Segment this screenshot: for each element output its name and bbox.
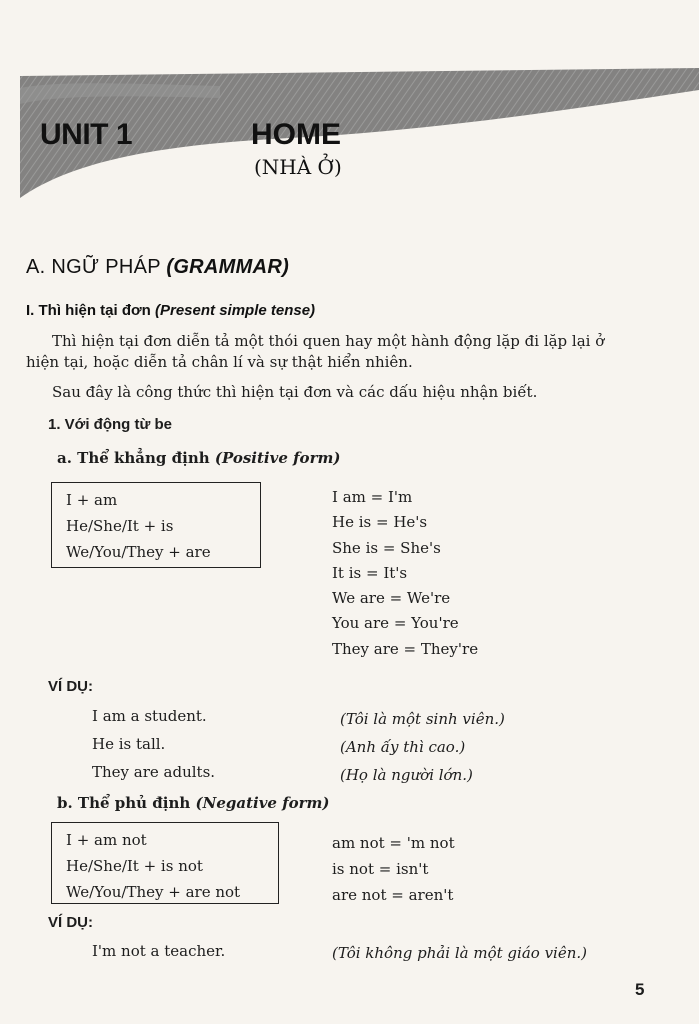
contraction-4: It is = It's [332, 563, 408, 582]
verb-be-heading [48, 416, 172, 433]
positive-formula-1: I + am [66, 491, 118, 509]
negative-heading-main: b. Thể phủ định [57, 794, 191, 812]
page-number: 5 [635, 980, 645, 999]
negative-formula-1: I + am not [66, 831, 147, 849]
intro-paragraph [26, 331, 686, 373]
negative-formula-2: He/She/It + is not [66, 857, 203, 875]
positive-example-2-en: He is tall. [92, 735, 166, 753]
unit-title: HOME [251, 118, 341, 151]
formula-intro-paragraph: Sau đây là công thức thì hiện tại đơn và các dấu hiệu nhận biết. [52, 383, 538, 401]
verb-be-heading-text: 1. Với động từ be [48, 416, 173, 433]
positive-example-1-en: I am a student. [92, 707, 207, 725]
negative-form-heading [57, 794, 330, 812]
positive-formula-2: He/She/It + is [66, 517, 174, 535]
subsection-heading-main: I. Thì hiện tại đơn [26, 302, 151, 319]
neg-contraction-1: am not = 'm not [332, 834, 455, 852]
contraction-6: You are = You're [332, 614, 459, 633]
section-heading-grammar [26, 256, 289, 279]
subsection-heading-present-simple [26, 302, 315, 319]
positive-heading-english: (Positive form) [214, 449, 341, 467]
subsection-heading-english: (Present simple tense) [155, 302, 316, 319]
contraction-5: We are = We're [332, 589, 451, 608]
contraction-2: He is = He's [332, 513, 428, 532]
negative-example-1-en: I'm not a teacher. [92, 942, 226, 960]
section-heading-main: A. NGỮ PHÁP [26, 256, 161, 278]
negative-contractions [332, 830, 455, 908]
negative-formula-3: We/You/They + are not [66, 883, 241, 901]
section-heading-english: (GRAMMAR) [166, 256, 290, 278]
positive-example-2-vi: (Anh ấy thì cao.) [340, 738, 466, 756]
positive-contractions [332, 485, 478, 662]
negative-heading-english: (Negative form) [195, 794, 330, 812]
intro-line-2: hiện tại, hoặc diễn tả chân lí và sự thật hiển nhiên. [26, 353, 413, 371]
positive-example-1-vi: (Tôi là một sinh viên.) [340, 710, 505, 728]
positive-form-heading [57, 449, 340, 467]
negative-formula-box [51, 822, 279, 904]
negative-example-1-vi: (Tôi không phải là một giáo viên.) [332, 944, 587, 962]
unit-subtitle: (NHÀ Ở) [254, 155, 342, 179]
positive-formula-3: We/You/They + are [66, 543, 211, 561]
positive-example-3-vi: (Họ là người lớn.) [340, 766, 473, 784]
contraction-3: She is = She's [332, 538, 441, 557]
positive-example-3-en: They are adults. [92, 763, 216, 781]
positive-heading-main: a. Thể khẳng định [57, 449, 210, 467]
negative-example-label: VÍ DỤ: [48, 914, 93, 931]
unit-number: UNIT 1 [40, 118, 133, 151]
contraction-1: I am = I'm [332, 488, 413, 506]
intro-line-1: Thì hiện tại đơn diễn tả một thói quen hay một hành động lặp đi lặp lại ở [52, 332, 605, 350]
positive-example-label: VÍ DỤ: [48, 678, 93, 695]
neg-contraction-2: is not = isn't [332, 860, 429, 878]
positive-formula-box [51, 482, 261, 568]
neg-contraction-3: are not = aren't [332, 886, 454, 904]
contraction-7: They are = They're [332, 639, 479, 658]
